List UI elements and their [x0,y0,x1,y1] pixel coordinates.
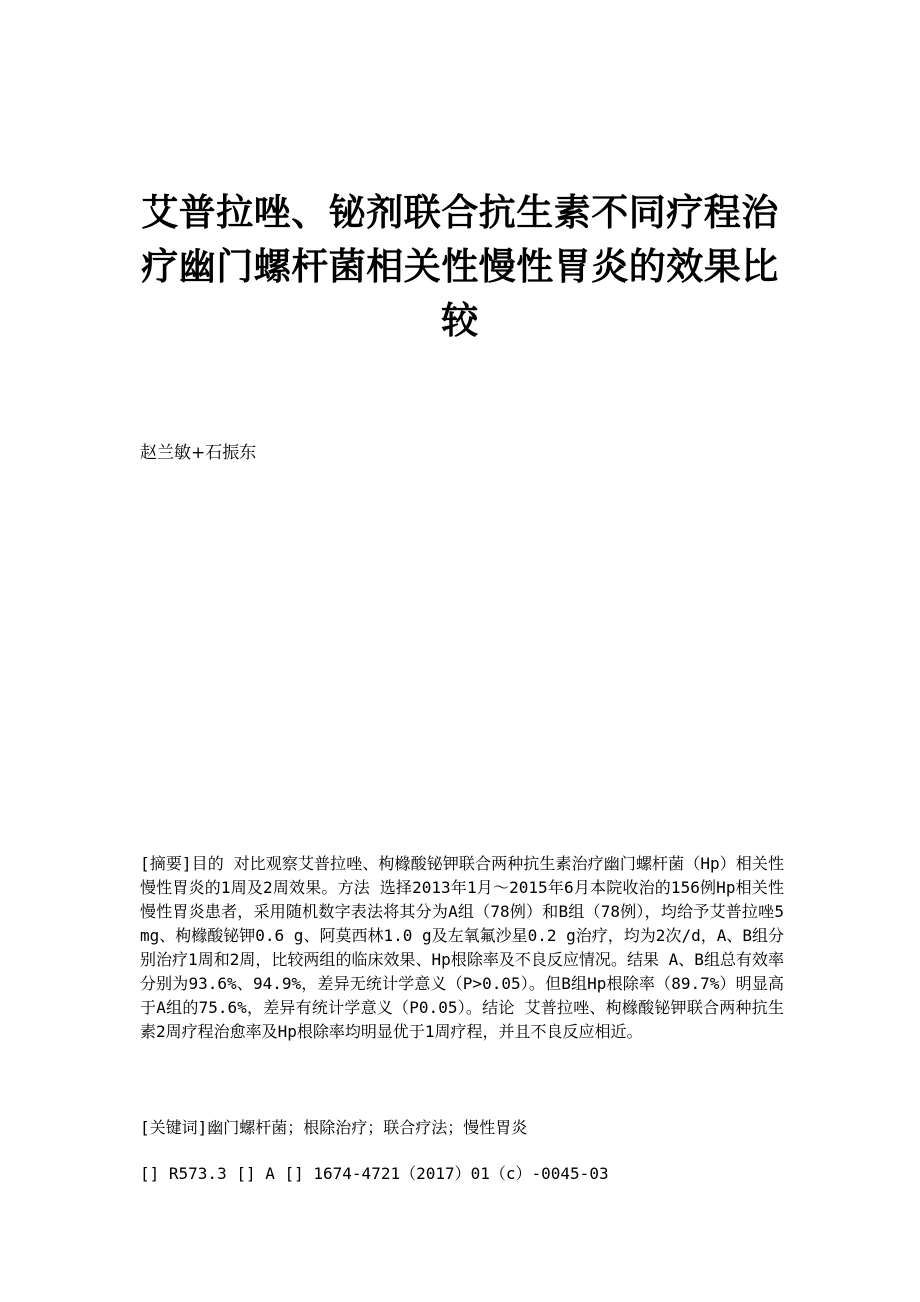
classification-line: [] R573.3 [] A [] 1674-4721（2017）01（c）-0045-03 [140,1164,609,1183]
abstract: [摘要]目的 对比观察艾普拉唑、枸橼酸铋钾联合两种抗生素治疗幽门螺杆菌（Hp）相关性慢性胃炎的1周及2周效果。方法 选择2013年1月～2015年6月本院收治的156例Hp相关性慢性胃炎患者，采用随机数字表法将其分为A组（78例）和B组（78例），均给予艾普拉唑5 mg、枸橼酸铋钾0.6 g、阿莫西林1.0 g及左氧氟沙星0.2 g治疗，均为2次/d，A、B组分别治疗1周和2周，比较两组的临床效果、Hp根除率及不良反应情况。结果 A、B组总有效率分别为93.6%、94.9%，差异无统计学意义（P>0.05）。但B组Hp根除率（89.7%）明显高于A组的75.6%，差异有统计学意义（P0.05）。结论 艾普拉唑、枸橼酸铋钾联合两种抗生素2周疗程治愈率及Hp根除率均明显优于1周疗程，并且不良反应相近。 [140,854,784,1041]
document-title: 艾普拉唑、铋剂联合抗生素不同疗程治疗幽门螺杆菌相关性慢性胃炎的效果比较 [141,191,779,342]
authors: 赵兰敏+石振东 [140,443,257,463]
keywords: [关键词]幽门螺杆菌；根除治疗；联合疗法；慢性胃炎 [140,1118,528,1137]
